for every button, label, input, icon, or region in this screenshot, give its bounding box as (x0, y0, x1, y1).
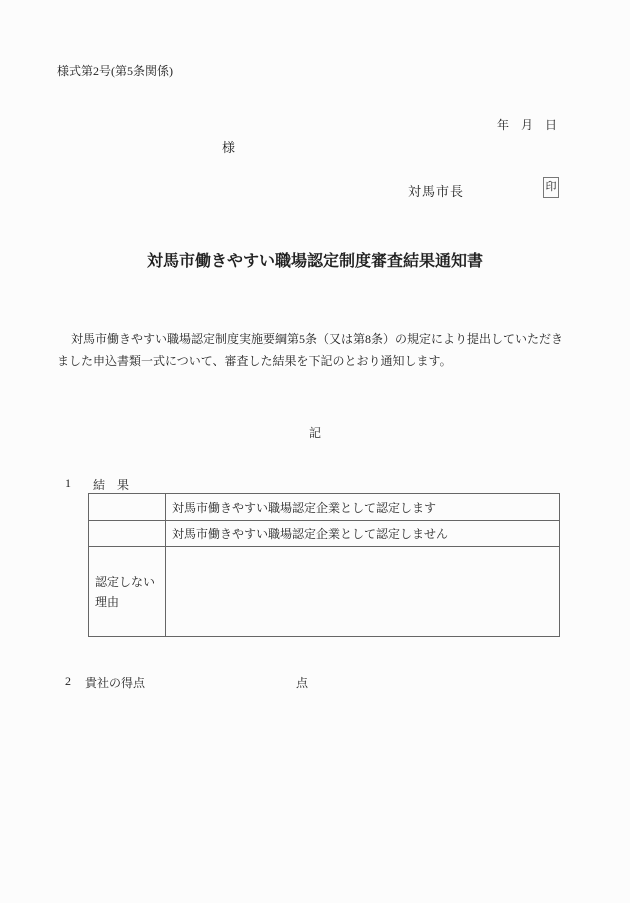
table-row-not-certified (89, 521, 560, 547)
certified-mark-cell (89, 494, 166, 521)
recipient-honorific: 様 (222, 140, 236, 155)
section2-score-unit: 点 (296, 676, 309, 690)
section2-label: 貴社の得点 (85, 676, 146, 690)
reason-value-cell (166, 547, 560, 637)
table-row-certified (89, 494, 560, 521)
section1-number: 1 (65, 476, 71, 490)
body-paragraph (57, 328, 563, 372)
sender-title: 対馬市長 (408, 184, 465, 199)
form-number: 様式第2号(第5条関係) (57, 64, 173, 78)
reason-label-cell: 認定しない理由 (89, 547, 166, 637)
result-table (88, 493, 560, 637)
section2-number: 2 (65, 674, 71, 688)
date-line: 年 月 日 (497, 118, 558, 132)
seal-label: 印 (545, 181, 557, 193)
certified-label-cell: 対馬市働きやすい職場認定企業として認定します (166, 494, 560, 521)
seal-box (543, 177, 559, 198)
document-title: 対馬市働きやすい職場認定制度審査結果通知書 (146, 253, 483, 270)
body-line-2: ました申込書類一式について、審査した結果を下記のとおり通知します。 (57, 354, 452, 368)
section1-label: 結 果 (93, 478, 130, 492)
body-line-1: 対馬市働きやすい職場認定制度実施要綱第5条（又は第8条）の規定により提出していただき (71, 332, 564, 346)
not-certified-mark-cell (89, 521, 166, 547)
not-certified-label-cell: 対馬市働きやすい職場認定企業として認定しません (166, 521, 560, 547)
table-row-reason (89, 547, 560, 637)
ki-marker: 記 (308, 426, 321, 440)
